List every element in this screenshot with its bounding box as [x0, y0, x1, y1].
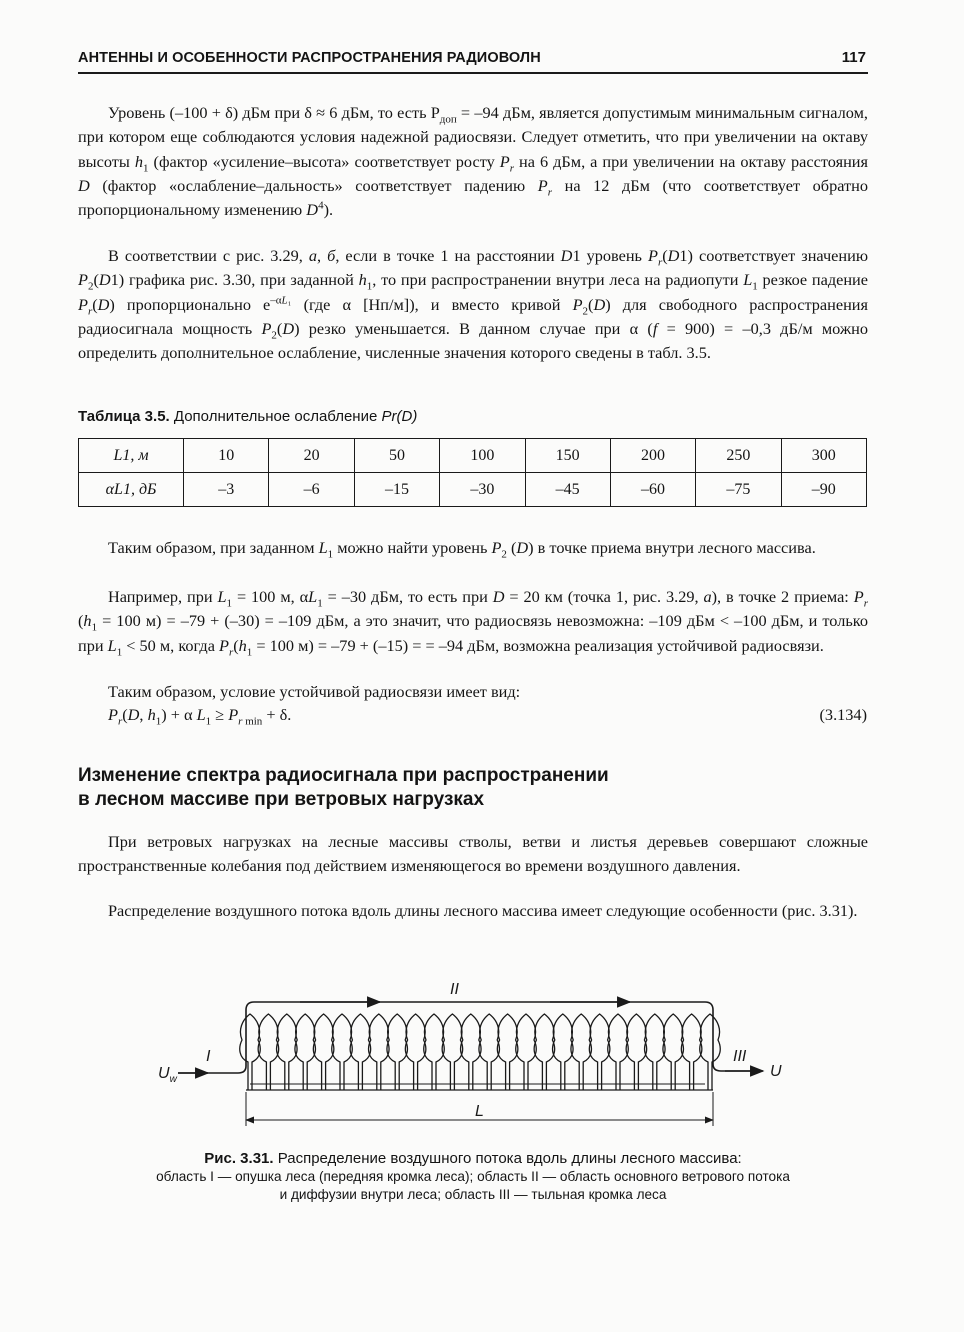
paragraph-condition: Таким образом, условие устойчивой радиосвязи имеет вид: [108, 682, 521, 701]
table-cell: –45 [525, 473, 610, 507]
equation-formula: $P_r(D$, $h_1) + \alpha$ $L_1 \ge P_{r min} + \delta$. [108, 705, 292, 728]
flow-line-i [178, 1002, 755, 1073]
table-cell: 300 [781, 439, 866, 473]
tree-icon [589, 1014, 609, 1090]
table-row-label: L1, м [79, 439, 184, 473]
tree-icon [516, 1014, 536, 1090]
tree-icon [332, 1014, 352, 1090]
table-caption [78, 408, 417, 425]
table-cell: –90 [781, 473, 866, 507]
tree-icon [295, 1014, 315, 1090]
section-title-line: в лесном массиве при ветровых нагрузках [78, 789, 485, 810]
tree-icon [442, 1014, 462, 1090]
figure-caption-label: Рис. 3.31. [204, 1150, 274, 1167]
label-uw: $U_w$ [158, 1065, 177, 1085]
table-caption-label: Таблица 3.5. [78, 408, 170, 425]
tree-icon [369, 1014, 389, 1090]
table-cell: 20 [269, 439, 354, 473]
tree-icon [681, 1014, 701, 1090]
airflow-figure [150, 970, 810, 1145]
tree-icon [387, 1014, 407, 1090]
table-cell: 250 [696, 439, 781, 473]
tree-icon [350, 1014, 370, 1090]
paragraph-example: Например, при $L_1 = 100$ м, $\alpha L_1 = -30$ дБм, то есть при D = 20 км (точка 1, рис. 3.29, а), в точке 2 приема: $P_r$ ($h_1 = 100$ м) = –79 + (–30) = –109 дБм, а это значит, что радиосвязь невозможна: –109 дБм < –100 дБм, и только при $L_1 < 50$ м, когда $P_r(h_1 = 100$ м) = –79 + (–15) = = –94 дБм, возможна реализация устойчивой радиосвязи. [78, 587, 868, 658]
table-cell: –6 [269, 473, 354, 507]
paragraph-thus: Таким образом, при заданном $L_1$ можно найти уровень $P_2$ (D) в точке приема внутри лесного массива. [108, 538, 816, 561]
table-cell: 50 [354, 439, 439, 473]
paragraph-correspondence: В соответствии с рис. 3.29, а, б, если в точке 1 на расстоянии D1 уровень $P_r(D1)$ соответствует значению $P_2(D1)$ графика рис. 3.30, при заданной $h_1$, то при распространении внутри леса на радиопути $L_1$ резкое падение $P_r(D)$ пропорционально $e^{-\alpha L_1}$ (где α [Нп/м]), и вместо кривой $P_2(D)$ для свободного распространения радиосигнала мощность $P_2(D)$ резко уменьшается. В данном случае при α (f = 900) = –0,3 дБ/м можно определить дополнительное ослабление, численные значения которого сведены в табл. 3.5. [78, 246, 869, 363]
table-cell: 200 [610, 439, 695, 473]
figure-caption-line: область I — опушка леса (передняя кромка леса); область II — область основного ветрового потока [156, 1169, 790, 1184]
table-caption-symbol: Pr(D) [381, 408, 418, 425]
page-number: 117 [841, 49, 866, 66]
paragraph-distribution: Распределение воздушного потока вдоль длины лесного массива имеет следующие особенности (рис. 3.31). [108, 901, 858, 920]
table-cell: –30 [440, 473, 525, 507]
tree-icon [461, 1014, 481, 1090]
tree-icon [571, 1014, 591, 1090]
tree-icon [663, 1014, 683, 1090]
running-header [78, 46, 868, 74]
table-cell: 100 [440, 439, 525, 473]
table-cell: 10 [184, 439, 269, 473]
tree-icon [479, 1014, 499, 1090]
section-title-line: Изменение спектра радиосигнала при распространении [78, 765, 609, 786]
tree-icon [497, 1014, 517, 1090]
paragraph-wind: При ветровых нагрузках на лесные массивы стволы, ветви и листья деревьев совершают сложные пространственные колебания под действием изменяющегося во времени воздушного давления. [78, 832, 868, 876]
tree-icon [645, 1014, 665, 1090]
tree-icon [553, 1014, 573, 1090]
figure-caption [78, 1150, 868, 1204]
label-length-l: L [475, 1103, 484, 1120]
tree-icon [258, 1014, 278, 1090]
table-row [79, 473, 867, 507]
attenuation-table [78, 438, 867, 507]
tree-icon [608, 1014, 628, 1090]
tree-icon [700, 1014, 720, 1090]
label-u: U [770, 1063, 782, 1080]
label-region-ii: II [450, 981, 459, 998]
tree-icon [405, 1014, 425, 1090]
table-row-label: αL1, дБ [79, 473, 184, 507]
figure-caption-line: Распределение воздушного потока вдоль длины лесного массива: [277, 1150, 742, 1167]
tree-icon [534, 1014, 554, 1090]
table-caption-text: Дополнительное ослабление [173, 408, 378, 425]
running-title: АНТЕННЫ И ОСОБЕННОСТИ РАСПРОСТРАНЕНИЯ РАДИОВОЛН [78, 50, 541, 66]
tree-icon [424, 1014, 444, 1090]
figure-caption-line: и диффузии внутри леса; область III — тыльная кромка леса [279, 1187, 667, 1202]
table-cell: 150 [525, 439, 610, 473]
label-region-i: I [206, 1048, 211, 1065]
section-title [78, 764, 698, 812]
table-cell: –75 [696, 473, 781, 507]
tree-icon [313, 1014, 333, 1090]
label-region-iii: III [733, 1048, 747, 1065]
tree-icon [626, 1014, 646, 1090]
tree-icon [277, 1014, 297, 1090]
table-row [79, 439, 867, 473]
tree-icon [240, 1014, 260, 1090]
paragraph-level: Уровень (–100 + δ) дБм при δ ≈ 6 дБм, то есть $P_{доп} = -94$ дБм, является допустимым минимальным сигналом, при котором еще соблюдаются условия надежной радиосвязи. Следует отметить, что при увеличении на октаву высоты $h_1$ (фактор «усиление–высота» соответствует росту $P_r$ на 6 дБм, а при увеличении на октаву расстояния D (фактор «ослабление–дальность» соответствует падению $P_r$ на 12 дБм (что соответствует обратно пропорциональному изменению $D^4$). [78, 103, 868, 220]
forest-trees [240, 1014, 720, 1090]
table-cell: –3 [184, 473, 269, 507]
equation-number: (3.134) [819, 705, 867, 724]
table-cell: –60 [610, 473, 695, 507]
table-cell: –15 [354, 473, 439, 507]
